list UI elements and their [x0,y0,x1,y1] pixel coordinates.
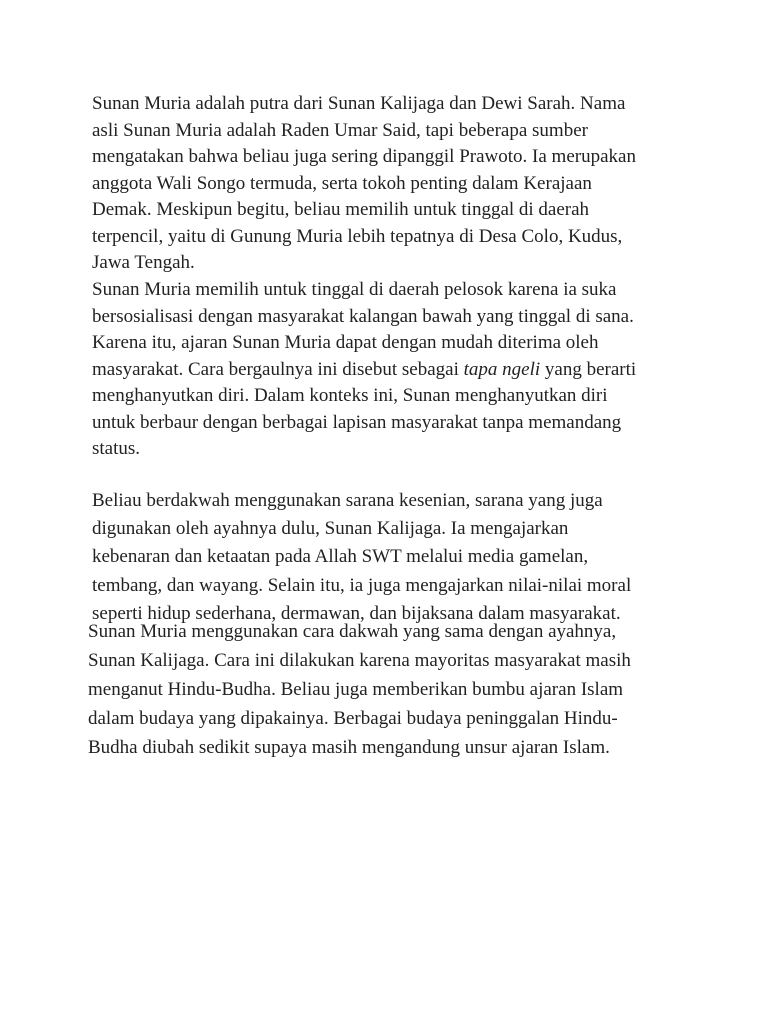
text-line: untuk berbaur dengan berbagai lapisan masyarakat tanpa memandang [92,411,622,433]
paragraph-3 [92,487,692,628]
text-line: mengatakan bahwa beliau juga sering dipanggil Prawoto. Ia merupakan [92,146,636,167]
text-line: dalam budaya yang dipakainya. Berbagai budaya peninggalan Hindu- [88,708,618,729]
text-line: digunakan oleh ayahnya dulu, Sunan Kalijaga. Ia mengajarkan [92,518,569,540]
paragraph-2 [92,277,692,463]
paragraph-1 [92,91,692,277]
text-line: Budha diubah sedikit supaya masih mengandung unsur ajaran Islam. [88,737,610,758]
text-line-before-italic: masyarakat. Cara bergaulnya ini disebut sebagai [92,358,464,380]
text-line: kebenaran dan ketaatan pada Allah SWT melalui media gamelan, [92,546,589,568]
text-line: asli Sunan Muria adalah Raden Umar Said, tapi beberapa sumber [92,119,588,141]
text-line: Beliau berdakwah menggunakan sarana kesenian, sarana yang juga [92,490,603,511]
text-line: Demak. Meskipun begitu, beliau memilih untuk tinggal di daerah [92,199,590,220]
text-line: bersosialisasi dengan masyarakat kalangan bawah yang tinggal di sana. [92,305,634,327]
paragraph-4 [88,617,688,762]
text-line: status. [92,438,141,459]
text-line: Jawa Tengah. [92,252,195,273]
text-line: anggota Wali Songo termuda, serta tokoh penting dalam Kerajaan [92,172,592,194]
text-line-after-italic: yang berarti [540,358,637,380]
text-line: menghanyutkan diri. Dalam konteks ini, Sunan menghanyutkan diri [92,385,608,406]
text-line: seperti hidup sederhana, dermawan, dan bijaksana dalam masyarakat. [92,602,621,624]
text-line: Sunan Muria menggunakan cara dakwah yang sama dengan ayahnya, [88,621,617,642]
text-line: tembang, dan wayang. Selain itu, ia juga mengajarkan nilai-nilai moral [92,574,632,596]
italic-term: tapa ngeli [463,358,541,380]
text-line: Karena itu, ajaran Sunan Muria dapat dengan mudah diterima oleh [92,332,599,353]
text-line: Sunan Kalijaga. Cara ini dilakukan karena mayoritas masyarakat masih [88,650,631,671]
text-line: menganut Hindu-Budha. Beliau juga memberikan bumbu ajaran Islam [88,679,624,700]
text-line: Sunan Muria memilih untuk tinggal di daerah pelosok karena ia suka [92,279,617,300]
text-line: Sunan Muria adalah putra dari Sunan Kalijaga dan Dewi Sarah. Nama [92,93,626,114]
text-line: terpencil, yaitu di Gunung Muria lebih tepatnya di Desa Colo, Kudus, [92,225,623,247]
